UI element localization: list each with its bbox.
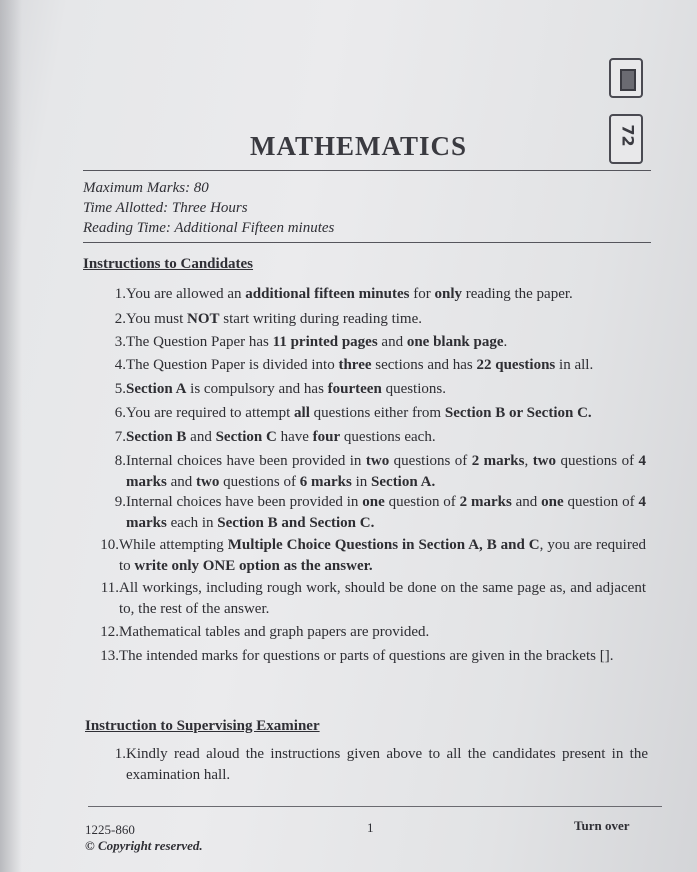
instruction-number: 12. [100, 624, 119, 640]
divider [83, 170, 651, 171]
footer-divider [88, 806, 662, 807]
instruction-number: 3. [114, 334, 126, 350]
instruction-text: You are allowed an additional fifteen minutes for only reading the paper. [126, 286, 573, 302]
instruction-text: The Question Paper has 11 printed pages and one blank page. [126, 334, 508, 350]
instruction-number: 5. [114, 381, 126, 397]
instruction-text: You are required to attempt all questions either from Section B or Section C. [126, 405, 592, 421]
time-allotted: Time Allotted: Three Hours [83, 200, 248, 216]
instruction-number: 8. [114, 453, 126, 469]
turn-over-text: Turn over [574, 818, 630, 833]
instruction-text: Kindly read aloud the instructions given above to all the candidates present in the examination hall. [126, 746, 648, 783]
divider [83, 242, 651, 243]
reading-time: Reading Time: Additional Fifteen minutes [83, 220, 335, 236]
instruction-text: Section B and Section C have four questions each. [126, 429, 436, 445]
instruction-text: Mathematical tables and graph papers are provided. [119, 624, 430, 640]
instruction-text: While attempting Multiple Choice Questions in Section A, B and C, you are required to write only ONE option as the answer. [119, 537, 646, 574]
instruction-text: You must NOT start writing during reading time. [126, 311, 422, 327]
instruction-text: All workings, including rough work, should be done on the same page as, and adjacent to, the rest of the answer. [119, 580, 646, 617]
instruction-number: 1. [114, 746, 126, 762]
instruction-number: 1. [114, 286, 126, 302]
paper-code: 1225-860 [85, 822, 135, 837]
instruction-text: Internal choices have been provided in two questions of 2 marks, two questions of 4 marks and two questions of 6 marks in Section A. [126, 453, 646, 490]
instruction-number: 6. [114, 405, 126, 421]
instruction-number: 4. [114, 357, 126, 373]
page-edge-shadow [0, 0, 22, 872]
supervisor-heading: Instruction to Supervising Examiner [85, 718, 320, 734]
page-title: MATHEMATICS [250, 131, 468, 161]
instruction-text: Section A is compulsory and has fourteen questions. [126, 381, 446, 397]
max-marks: Maximum Marks: 80 [83, 180, 209, 196]
instructions-heading: Instructions to Candidates [83, 256, 254, 272]
page-number: 1 [367, 820, 374, 835]
barcode-icon [609, 58, 643, 98]
instruction-number: 13. [100, 648, 119, 664]
instruction-text: The Question Paper is divided into three sections and has 22 questions in all. [126, 357, 594, 373]
instruction-text: The intended marks for questions or parts of questions are given in the brackets []. [119, 648, 614, 664]
instruction-text: Internal choices have been provided in one question of 2 marks and one question of 4 marks each in Section B and Section C. [126, 494, 646, 531]
instruction-number: 2. [114, 311, 126, 327]
copyright-text: © Copyright reserved. [85, 838, 203, 853]
instruction-number: 11. [100, 580, 119, 596]
instruction-number: 7. [114, 429, 126, 445]
instruction-number: 10. [100, 537, 119, 553]
qr-label-icon: 72 [609, 114, 643, 164]
instruction-number: 9. [114, 494, 126, 510]
